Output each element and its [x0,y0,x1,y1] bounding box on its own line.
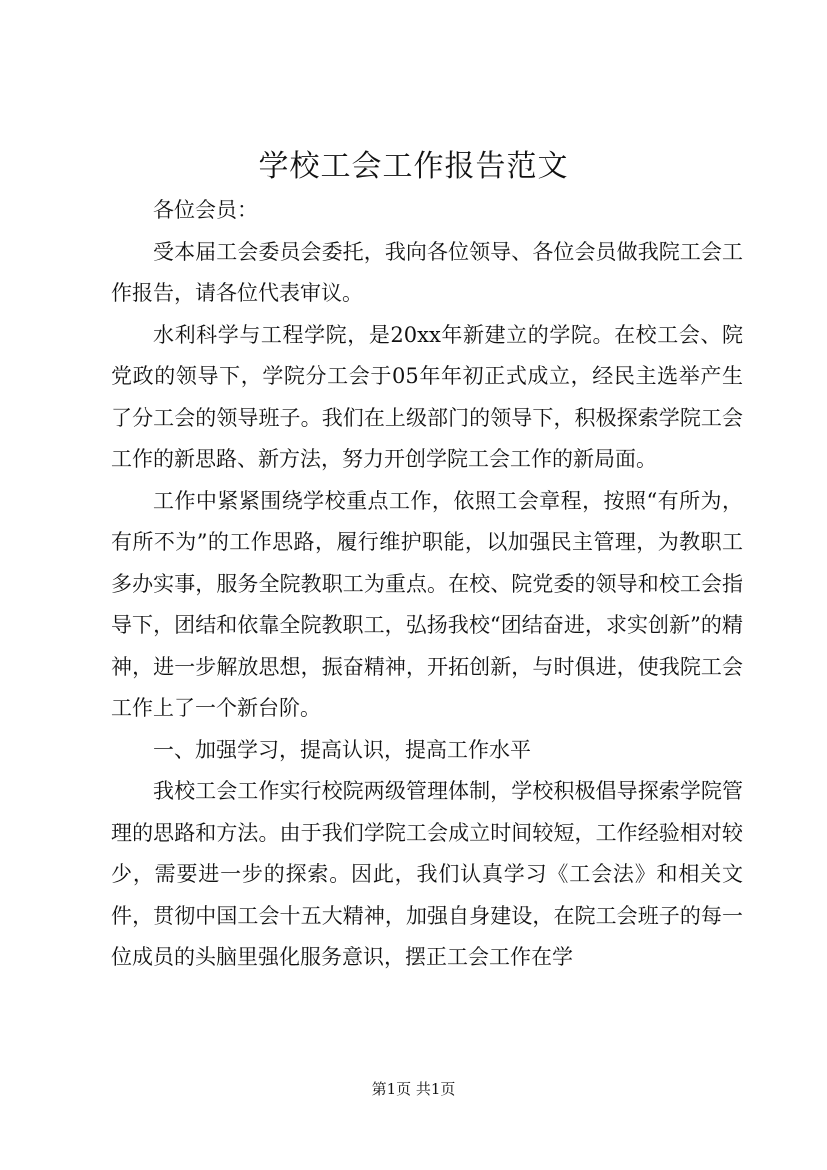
section-1-paragraph: 我校工会工作实行校院两级管理体制，学校积极倡导探索学院管理的思路和方法。由于我们学院工会成立时间较短，工作经验相对较少，需要进一步的探索。因此，我们认真学习《工会法》和相关文件，贯彻中国工会十五大精神，加强自身建设，在院工会班子的每一位成员的头脑里强化服务意识，摆正工会工作在学 [111,779,743,969]
document-title: 学校工会工作报告范文 [258,149,569,184]
document-body [111,190,743,979]
work-focus-paragraph: 工作中紧紧围绕学校重点工作，依照工会章程，按照“有所为，有所不为”的工作思路，履行维护职能，以加强民主管理，为教职工多办实事，服务全院教职工为重点。在校、院党委的领导和校工会指导下，团结和依靠全院教职工，弘扬我校“团结奋进，求实创新”的精神，进一步解放思想，振奋精神，开拓创新，与时俱进，使我院工会工作上了一个新台阶。 [111,488,743,720]
salutation-paragraph: 各位会员： [153,198,258,222]
background-paragraph: 水利科学与工程学院，是20xx年新建立的学院。在校工会、院党政的领导下，学院分工会于05年年初正式成立，经民主选举产生了分工会的领导班子。我们在上级部门的领导下，积极探索学院工会工作的新思路、新方法，努力开创学院工会工作的新局面。 [111,322,743,471]
section-heading-1: 一、加强学习，提高认识，提高工作水平 [153,737,531,762]
intro-paragraph: 受本届工会委员会委托，我向各位领导、各位会员做我院工会工作报告，请各位代表审议。 [111,239,743,305]
page-number-footer: 第1页 共1页 [371,1080,456,1098]
